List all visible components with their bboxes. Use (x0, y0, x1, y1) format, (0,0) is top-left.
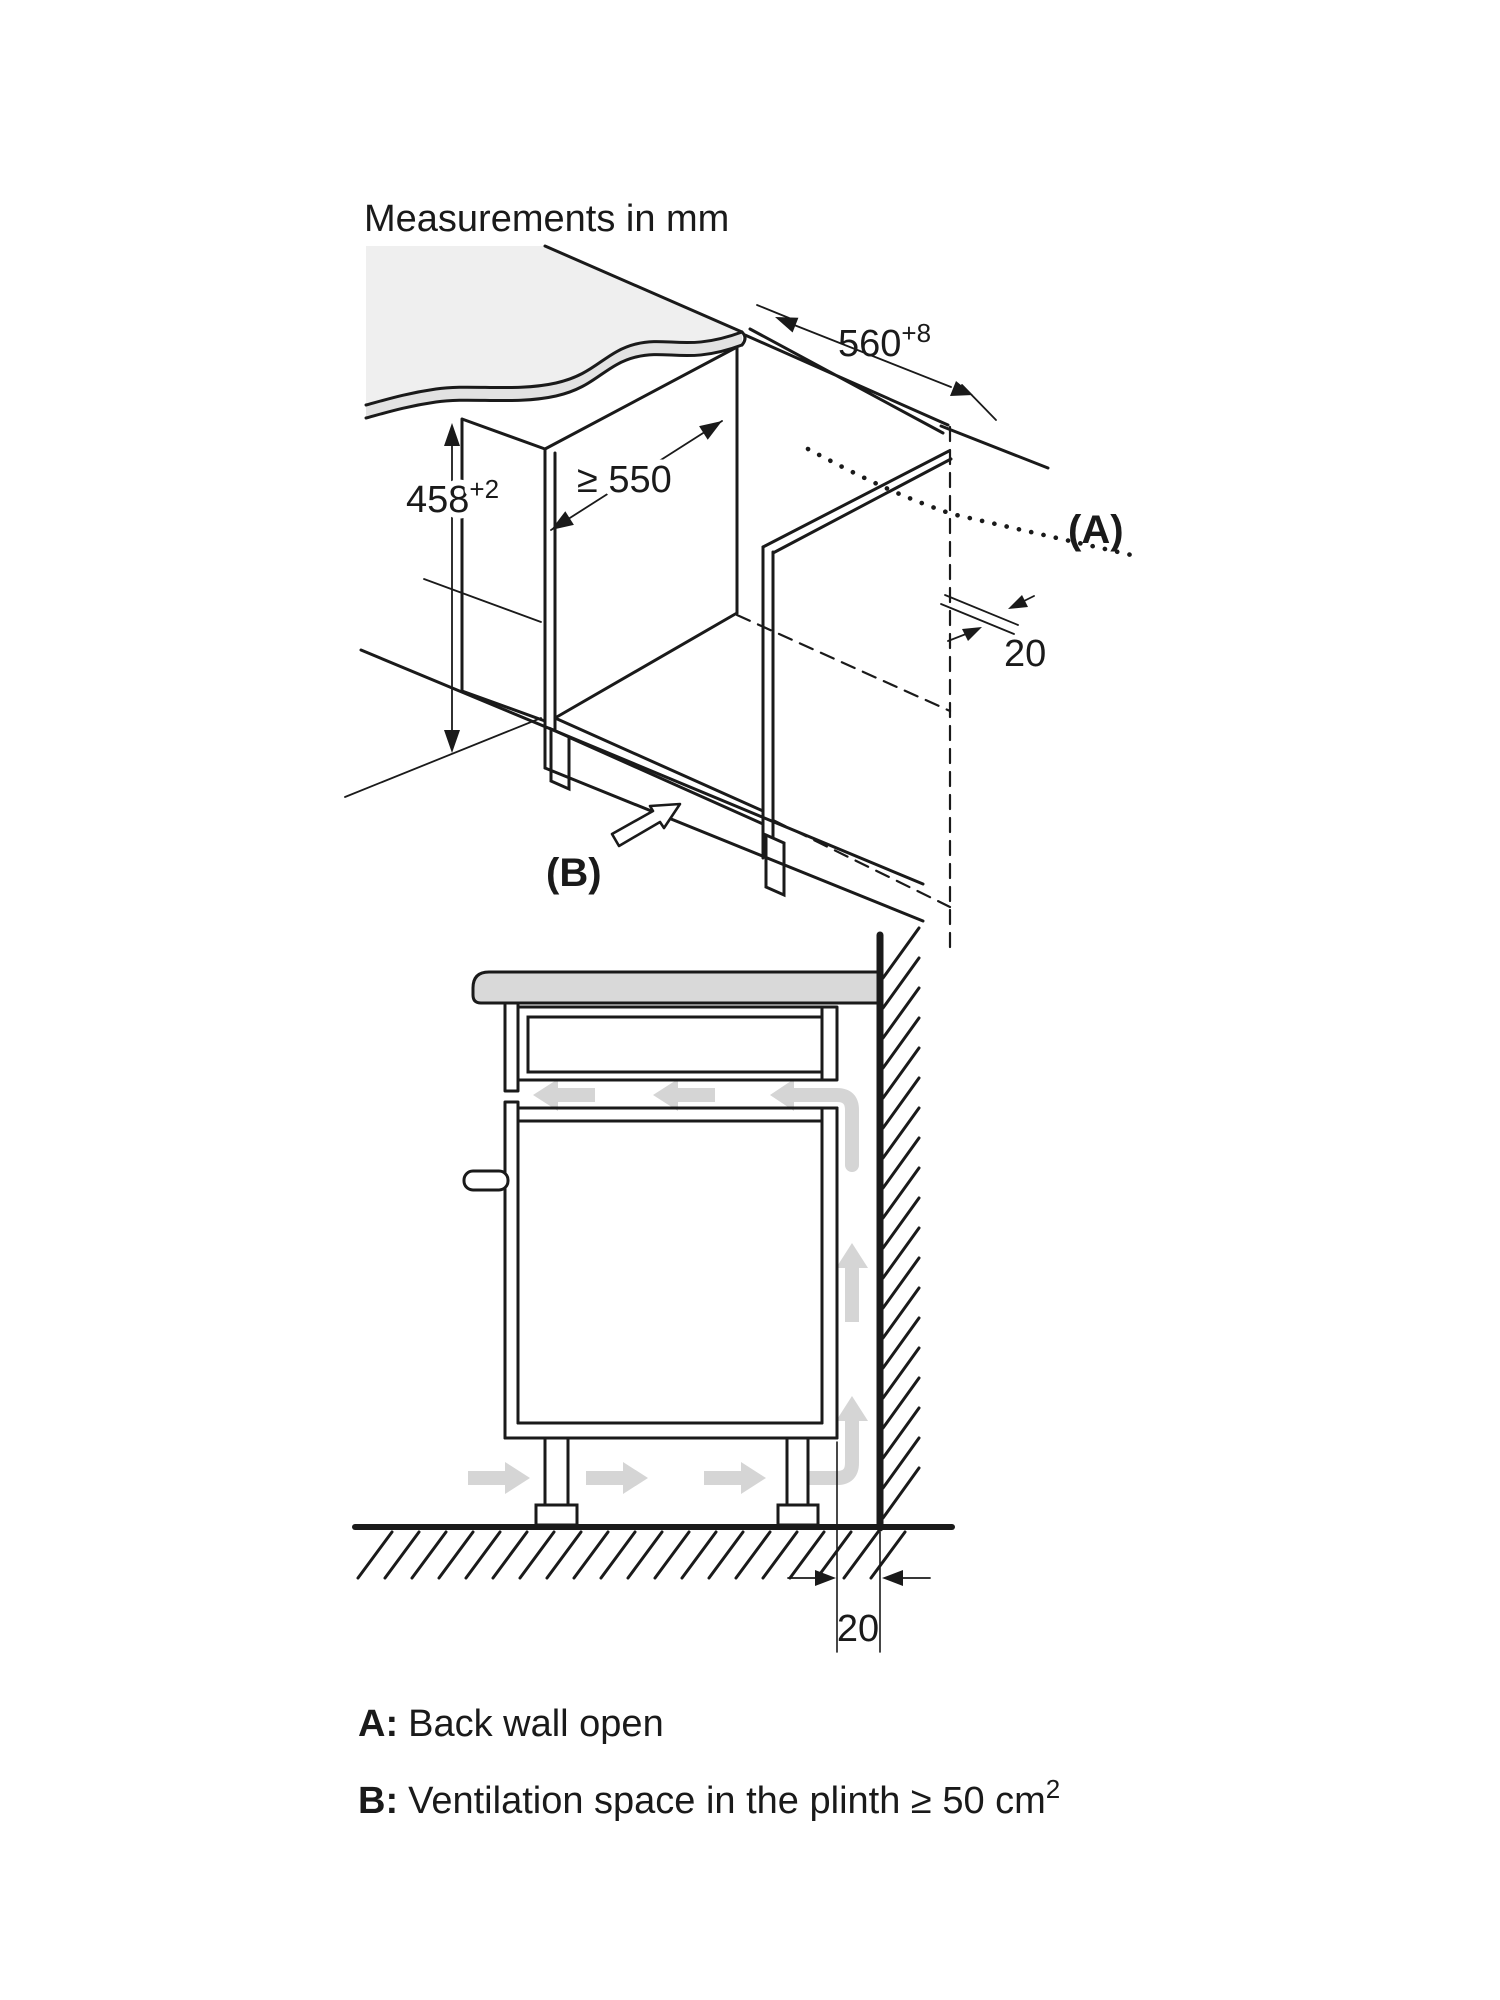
oven-bottom-edges (505, 1423, 837, 1438)
legs (536, 1438, 818, 1525)
hidden-plinth-back-edge (773, 820, 950, 907)
label-b: (B) (546, 851, 602, 895)
dim-560-arrow-left (775, 317, 798, 333)
niche-floor-left-edge (555, 613, 737, 718)
countertop (366, 246, 745, 418)
wall-hatch (883, 928, 919, 1518)
front-run-edge-long (361, 650, 923, 884)
hidden-floor-back-edge (737, 615, 950, 711)
legend-line-b: B: Ventilation space in the plinth ≥ 50 $cm^2$ (358, 1774, 1061, 1822)
dim-20-top-arrowhead-1 (1008, 595, 1028, 609)
worktop-slab (473, 972, 878, 1003)
callout-b (546, 804, 680, 895)
dim-458-label: $458^{+2}$ (406, 474, 500, 521)
dim-20-top-arrowhead-2 (962, 627, 982, 641)
dim-560-label: $560^{+8}$ (838, 318, 932, 365)
floor (355, 1527, 952, 1578)
oven-back-edges (822, 1108, 837, 1438)
flow-elbow-bottom (808, 1450, 852, 1478)
flow-arrow-left-2 (653, 1079, 715, 1111)
flow-arrow-up-1 (836, 1243, 868, 1322)
niche-front-right-edge (763, 547, 773, 862)
leg-right (787, 1438, 808, 1505)
flow-arrow-right-2 (586, 1462, 648, 1494)
dim-20-bottom-arrowhead-right (882, 1570, 903, 1586)
left-panel-face (462, 419, 545, 721)
bottom-diagram (355, 928, 952, 1652)
dim-458-arrow-top (444, 423, 460, 446)
dim-458-arrow-bottom (444, 730, 460, 753)
front-panel-upper (505, 1005, 518, 1091)
counter-back-edge-right (941, 426, 1048, 468)
page-title: Measurements in mm (364, 198, 730, 240)
flow-arrow-left-1 (533, 1079, 595, 1111)
hob-compartment-inner (528, 1017, 822, 1072)
door-handle (464, 1171, 508, 1190)
dim-560 (757, 305, 996, 420)
legend (358, 1703, 1060, 1822)
airflow-arrows (468, 1079, 868, 1494)
foot-left (536, 1505, 577, 1525)
foot-right (778, 1505, 818, 1525)
dim-550-arrow-upper (699, 421, 722, 440)
oven-front-panel (505, 1102, 518, 1438)
flow-arrow-right-3 (704, 1462, 766, 1494)
dim-550-label: ≥ 550 (577, 459, 672, 501)
floor-hatch (358, 1532, 905, 1578)
dim-20-bottom-arrowhead-left (815, 1570, 836, 1586)
dim-20-bottom-label: 20 (836, 1608, 880, 1650)
niche-front-left-edge (545, 449, 555, 772)
dim-458-ext-tick (345, 718, 541, 797)
countertop-surface (366, 246, 742, 405)
dim-20-top-label: 20 (1004, 633, 1047, 675)
flow-arrow-right-1 (468, 1462, 530, 1494)
plinth-bottom-edge-long (545, 768, 923, 921)
wall (880, 928, 919, 1528)
dim-20-top (941, 595, 1046, 675)
legend-line-a: A: Back wall open (358, 1703, 664, 1745)
top-diagram (345, 198, 1140, 953)
leader-a (808, 449, 1140, 557)
plinth-leg-left (551, 729, 569, 789)
label-a: (A) (1068, 508, 1124, 552)
leg-left (545, 1438, 568, 1505)
cabinet (464, 1005, 837, 1525)
flow-arrow-left-3-head (770, 1079, 794, 1111)
